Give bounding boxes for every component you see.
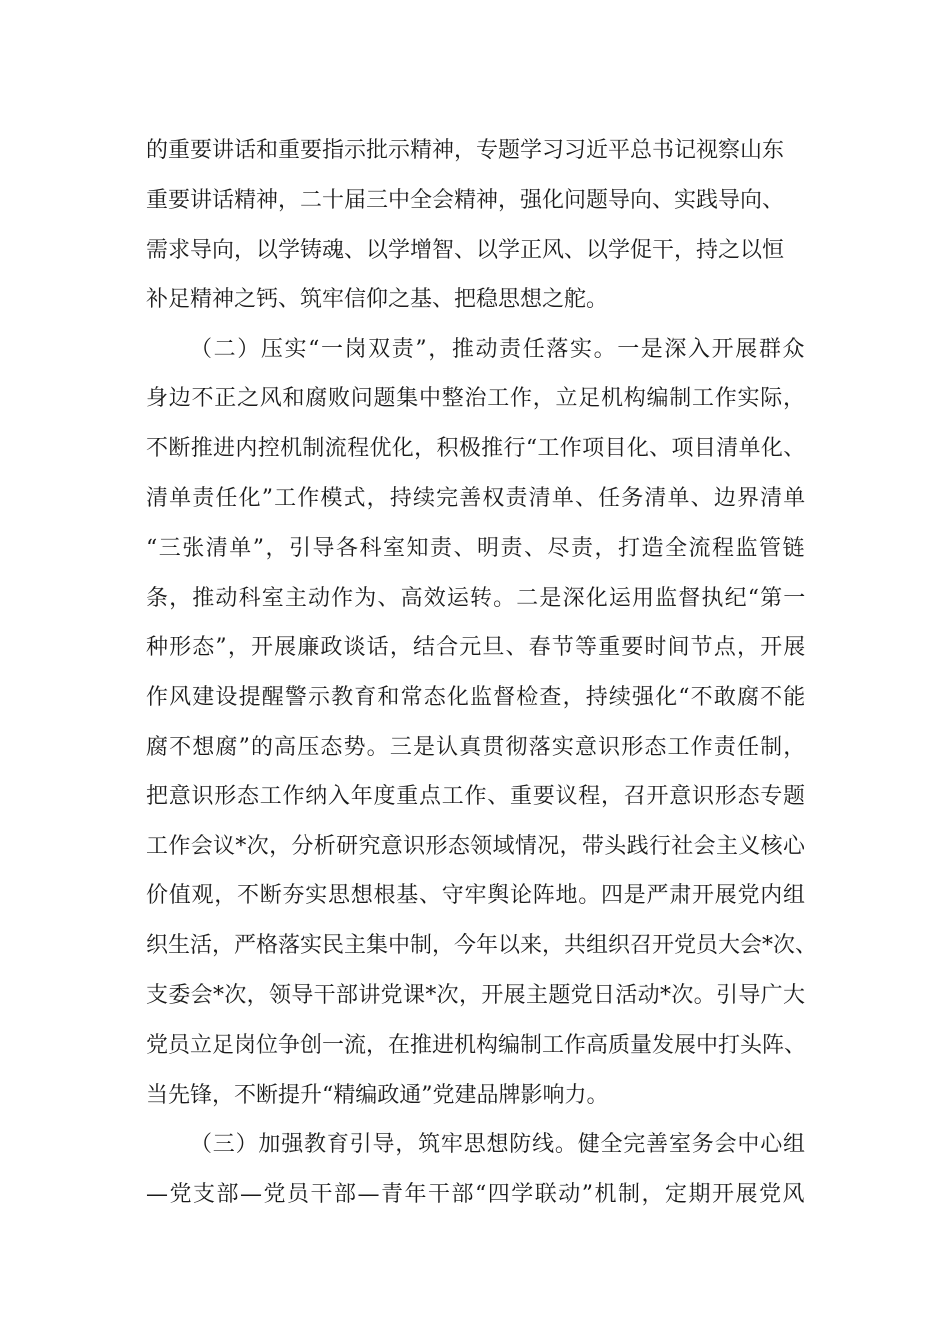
text-line: 重要讲话精神，二十届三中全会精神，强化问题导向、实践导向、: [146, 188, 785, 213]
text-line: 工作会议*次，分析研究意识形态领域情况，带头践行社会主义核心: [146, 834, 806, 859]
text-line: 清单责任化”工作模式，持续完善权责清单、任务清单、边界清单: [146, 486, 807, 511]
text-line: 当先锋，不断提升“精编政通”党建品牌影响力。: [146, 1083, 609, 1108]
text-line: 作风建设提醒警示教育和常态化监督检查，持续强化“不敢腐不能: [146, 685, 807, 710]
text-line: “三张清单”，引导各科室知责、明责、尽责，打造全流程监管链: [146, 536, 806, 561]
text-line: 支委会*次，领导干部讲党课*次，开展主题党日活动*次。引导广大: [146, 983, 806, 1008]
text-line: 腐不想腐”的高压态势。三是认真贯彻落实意识形态工作责任制，: [146, 735, 807, 760]
section-heading-line: （二）压实“一岗双责”，推动责任落实。一是深入开展群众: [190, 337, 807, 362]
text-line: 价值观，不断夯实思想根基、守牢舆论阵地。四是严肃开展党内组: [146, 883, 806, 908]
text-line: 补足精神之钙、筑牢信仰之基、把稳思想之舵。: [146, 287, 609, 312]
text-line: 需求导向，以学铸魂、以学增智、以学正风、以学促干，持之以恒: [146, 238, 785, 263]
text-line: 不断推进内控机制流程优化，积极推行“工作项目化、项目清单化、: [146, 436, 806, 461]
section-heading-line: （三）加强教育引导，筑牢思想防线。健全完善室务会中心组: [190, 1132, 806, 1157]
text-line: 条，推动科室主动作为、高效运转。二是深化运用监督执纪“第一: [146, 586, 807, 611]
text-line: 的重要讲话和重要指示批示精神，专题学习习近平总书记视察山东: [146, 138, 785, 163]
text-line: —党支部—党员干部—青年干部“四学联动”机制，定期开展党风: [146, 1182, 806, 1207]
text-line: 把意识形态工作纳入年度重点工作、重要议程，召开意识形态专题: [146, 784, 806, 809]
text-line: 种形态”，开展廉政谈话，结合元旦、春节等重要时间节点，开展: [146, 635, 807, 660]
text-line: 党员立足岗位争创一流，在推进机构编制工作高质量发展中打头阵、: [146, 1033, 807, 1058]
text-line: 织生活，严格落实民主集中制，今年以来，共组织召开党员大会*次、: [146, 933, 818, 958]
text-line: 身边不正之风和腐败问题集中整治工作，立足机构编制工作实际，: [146, 386, 806, 411]
